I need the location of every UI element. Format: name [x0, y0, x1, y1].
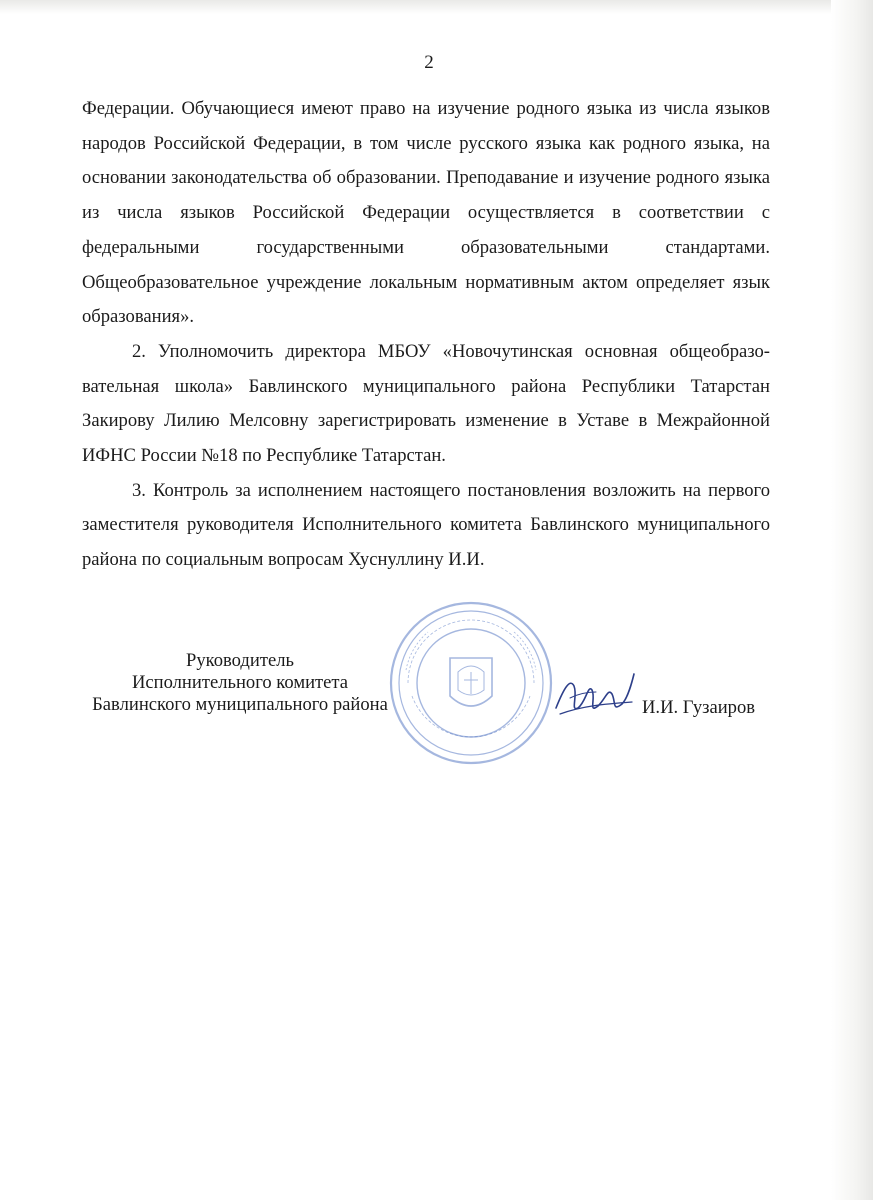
- page-number: 2: [424, 52, 434, 73]
- signatory-title: [80, 650, 400, 716]
- handwritten-signature-icon: [552, 668, 638, 726]
- document-body: [82, 92, 770, 578]
- paragraph-item-2: 2. Уполномочить директора МБОУ «Новочутинская основная общеобразовательная школа» Бавлинского муниципального района Республики Татарстан Закирову Лилию Мелсовну зарегистрировать изменение в Уставе в Межрайонной ИФНС России №18 по Республике Татарстан.: [82, 340, 770, 467]
- official-stamp-icon: [388, 600, 554, 766]
- paragraph-continuation: Федерации. Обучающиеся имеют право на изучение родного языка из числа языков народов Российской Федерации, в том числе русского языка как родного языка, на основании законодательства об образовании. Преподавание и изучение родного языка из числа языков Российской Федерации осуществляется в соответствии с федеральными государственными образовательными стандартами. Общеобразовательное учреждение локальным нормативным актом определяет язык образования».: [82, 98, 770, 328]
- signatory-title-line: Исполнительного комитета: [131, 672, 349, 693]
- scan-edge: [831, 0, 873, 1200]
- signatory-title-line: Бавлинского муниципального района: [92, 694, 388, 715]
- paragraph-item-3: 3. Контроль за исполнением настоящего постановления возложить на первого заместителя руководителя Исполнительного комитета Бавлинского муниципального района по социальным вопросам Хуснуллину И.И.: [82, 479, 770, 571]
- scan-edge: [0, 0, 873, 14]
- signatory-name: И.И. Гузаиров: [642, 697, 756, 718]
- signatory-title-line: Руководитель: [186, 650, 294, 671]
